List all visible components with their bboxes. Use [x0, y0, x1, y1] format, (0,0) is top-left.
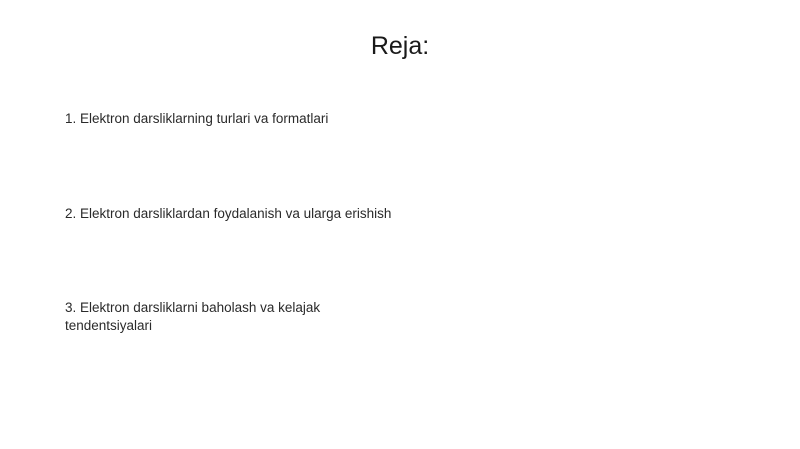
plan-item-2: 2. Elektron darsliklardan foydalanish va ularga erishish — [65, 206, 392, 221]
plan-item-3: 3. Elektron darsliklarni baholash va kelajak tendentsiyalari — [65, 300, 321, 333]
slide-title: Reja: — [370, 32, 430, 60]
plan-item-1: 1. Elektron darsliklarning turlari va formatlari — [65, 111, 329, 126]
